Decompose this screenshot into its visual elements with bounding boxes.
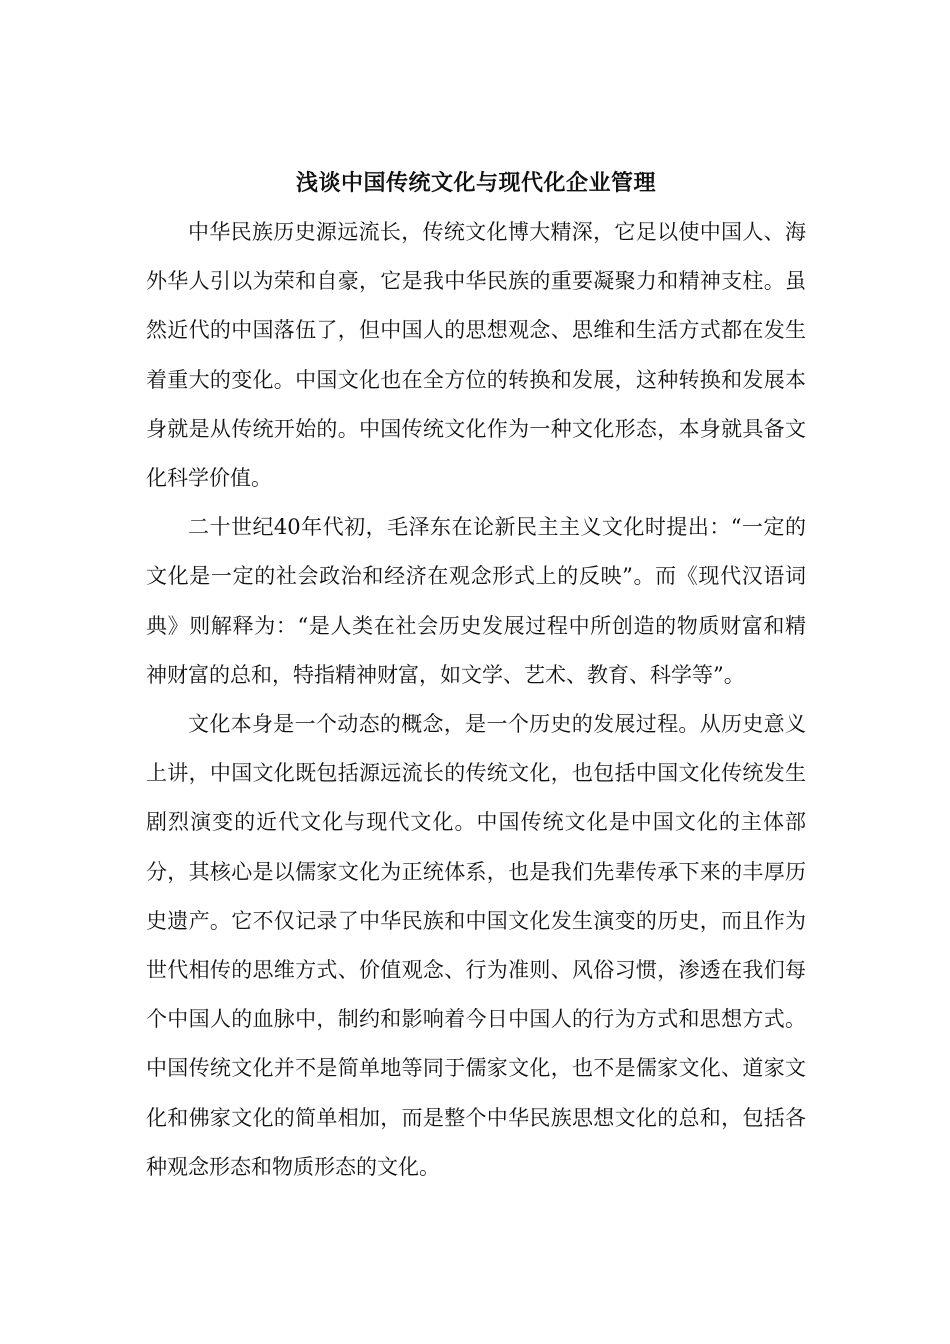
paragraph-1: 中华民族历史源远流长，传统文化博大精深，它足以使中国人、海外华人引以为荣和自豪，它是我中华民族的重要凝聚力和精神支柱。虽然近代的中国落伍了，但中国人的思想观念、思维和生活方式都在发生着重大的变化。中国文化也在全方位的转换和发展，这种转换和发展本身就是从传统开始的。中国传统文化作为一种文化形态，本身就具备文化科学价值。 — [146, 220, 806, 491]
paragraph-2: 二十世纪40年代初，毛泽东在论新民主主义文化时提出：“一定的文化是一定的社会政治和经济在观念形式上的反映”。而《现代汉语词典》则解释为：“是人类在社会历史发展过程中所创造的物质财富和精神财富的总和，特指精神财富，如文学、艺术、教育、科学等”。 — [146, 515, 806, 687]
document-page — [146, 166, 806, 1192]
document-title: 浅谈中国传统文化与现代化企业管理 — [295, 171, 656, 196]
paragraph-3: 文化本身是一个动态的概念，是一个历史的发展过程。从历史意义上讲，中国文化既包括源远流长的传统文化，也包括中国文化传统发生剧烈演变的近代文化与现代文化。中国传统文化是中国文化的主体部分，其核心是以儒家文化为正统体系，也是我们先辈传承下来的丰厚历史遗产。它不仅记录了中华民族和中国文化发生演变的历史，而且作为世代相传的思维方式、价值观念、行为准则、风俗习惯，渗透在我们每个中国人的血脉中，制约和影响着今日中国人的行为方式和思想方式。中国传统文化并不是简单地等同于儒家文化，也不是儒家文化、道家文化和佛家文化的简单相加，而是整个中华民族思想文化的总和，包括各种观念形态和物质形态的文化。 — [146, 712, 806, 1179]
